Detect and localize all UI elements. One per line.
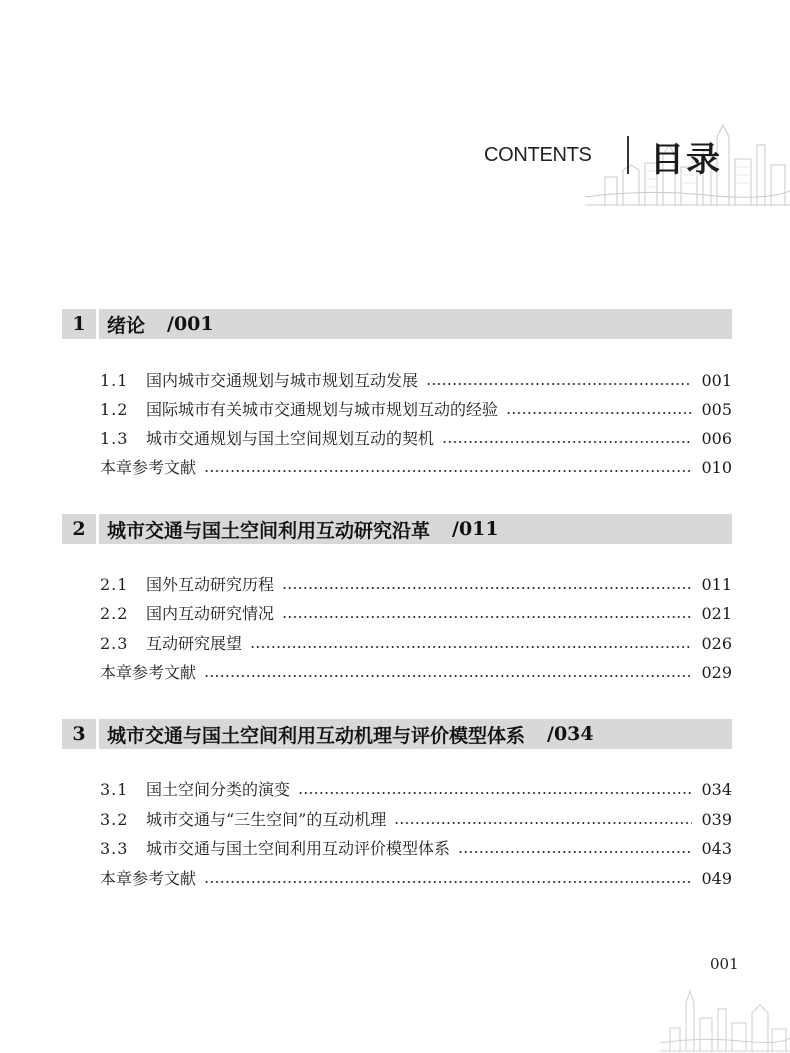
entry-page: 021 [701,604,732,623]
entry-page: 005 [701,400,732,419]
toc-entry[interactable] [100,778,732,802]
chapter-page: /011 [452,518,499,540]
entry-page: 049 [701,869,732,888]
entry-page: 029 [701,663,732,682]
entry-page: 026 [701,634,732,653]
chapter-heading-1[interactable] [62,309,732,339]
dot-leader [204,470,692,472]
entry-number: 2.1 [100,575,129,594]
page-number: 001 [710,955,739,973]
toc-entry[interactable] [100,837,732,861]
entry-title: 国内城市交通规划与城市规划互动发展 [146,371,419,390]
chapter-title: 绪论 [107,314,146,337]
entry-page: 011 [701,575,732,594]
entry-page: 039 [701,810,732,829]
entry-title: 本章参考文献 [100,869,197,888]
toc-entry[interactable] [100,808,732,832]
chapter-number: 1 [72,313,86,335]
chapter-title: 城市交通与国土空间利用互动机理与评价模型体系 [107,724,526,747]
entry-number: 1.1 [100,371,129,390]
chapter-separator [96,309,99,339]
entry-number: 3.2 [100,810,129,829]
entry-title: 互动研究展望 [146,634,243,653]
chapter-page: /001 [167,313,214,335]
toc-entry[interactable] [100,573,732,597]
chapter-separator [96,514,99,544]
chapter-number: 3 [72,723,86,745]
dot-leader [426,383,692,385]
entry-title: 城市交通与“三生空间”的互动机理 [146,810,387,829]
dot-leader [204,881,692,883]
chapter-number: 2 [72,518,86,540]
contents-heading-cn: 目录 [650,140,722,180]
toc-entry[interactable] [100,602,732,626]
entry-number: 2.3 [100,634,129,653]
chapter-page: /034 [547,723,594,745]
entry-page: 001 [701,371,732,390]
toc-entry[interactable] [100,398,732,422]
entry-title: 本章参考文献 [100,663,197,682]
toc-entry[interactable] [100,369,732,393]
entry-number: 3.3 [100,839,129,858]
dot-leader [442,441,692,443]
entry-title: 国土空间分类的演变 [146,780,291,799]
entry-page: 034 [701,780,732,799]
toc-entry-references[interactable] [100,661,732,685]
entry-page: 043 [701,839,732,858]
toc-header [0,128,790,178]
header-divider [627,136,629,174]
entry-number: 2.2 [100,604,129,623]
chapter-heading-3[interactable] [62,719,732,749]
dot-leader [250,646,692,648]
entry-page: 010 [701,458,732,477]
entry-page: 006 [701,429,732,448]
entry-title: 城市交通与国土空间利用互动评价模型体系 [146,839,451,858]
dot-leader [458,851,692,853]
toc-entry-references[interactable] [100,456,732,480]
dot-leader [204,675,692,677]
entry-title: 本章参考文献 [100,458,197,477]
toc-entry-references[interactable] [100,867,732,891]
toc-entry[interactable] [100,427,732,451]
entry-title: 国外互动研究历程 [146,575,275,594]
entry-title: 国际城市有关城市交通规划与城市规划互动的经验 [146,400,499,419]
entry-number: 3.1 [100,780,129,799]
dot-leader [394,822,692,824]
entry-title: 国内互动研究情况 [146,604,275,623]
entry-title: 城市交通规划与国土空间规划互动的契机 [146,429,435,448]
chapter-title: 城市交通与国土空间利用互动研究沿革 [107,519,431,542]
contents-heading-en: CONTENTS [484,144,592,166]
entry-number: 1.3 [100,429,129,448]
dot-leader [282,616,692,618]
dot-leader [282,587,692,589]
dot-leader [506,412,692,414]
chapter-heading-2[interactable] [62,514,732,544]
toc-entry[interactable] [100,632,732,656]
entry-number: 1.2 [100,400,129,419]
skyline-sketch-bottom [660,973,790,1053]
chapter-separator [96,719,99,749]
dot-leader [298,792,692,794]
